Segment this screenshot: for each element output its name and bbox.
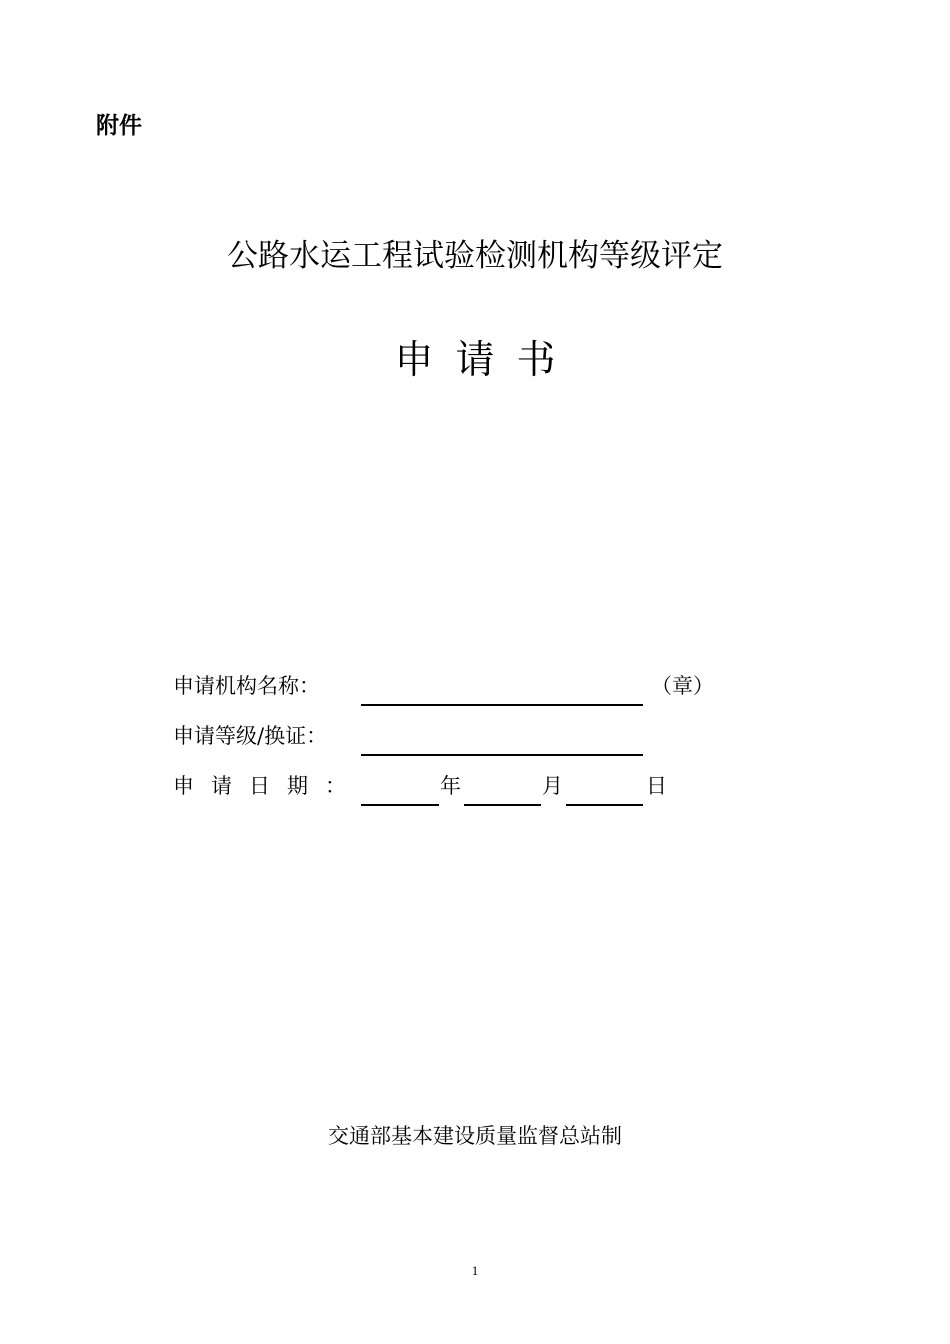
org-name-field[interactable] xyxy=(361,668,643,706)
page-number: 1 xyxy=(471,1263,479,1278)
document-title: 公路水运工程试验检测机构等级评定 xyxy=(227,238,723,274)
document-subtitle: 申请书 xyxy=(394,338,578,383)
issuer-line: 交通部基本建设质量监督总站制 xyxy=(328,1124,622,1148)
grade-row xyxy=(173,718,773,768)
date-label: 申请日期 xyxy=(173,774,325,798)
day-label: 日 xyxy=(646,774,667,798)
date-colon: ： xyxy=(325,774,346,798)
seal-label: （章） xyxy=(651,674,714,698)
month-label: 月 xyxy=(542,774,563,798)
day-field[interactable] xyxy=(566,768,643,806)
grade-field[interactable] xyxy=(361,718,643,756)
month-field[interactable] xyxy=(464,768,541,806)
grade-label: 申请等级/换证： xyxy=(173,724,328,748)
org-name-label: 申请机构名称： xyxy=(173,674,320,698)
attachment-label: 附件 xyxy=(96,113,142,139)
org-name-row xyxy=(173,668,773,718)
year-field[interactable] xyxy=(361,768,439,806)
year-label: 年 xyxy=(440,774,461,798)
application-form xyxy=(173,668,773,818)
date-row xyxy=(173,768,773,818)
date-label-group xyxy=(173,768,346,804)
